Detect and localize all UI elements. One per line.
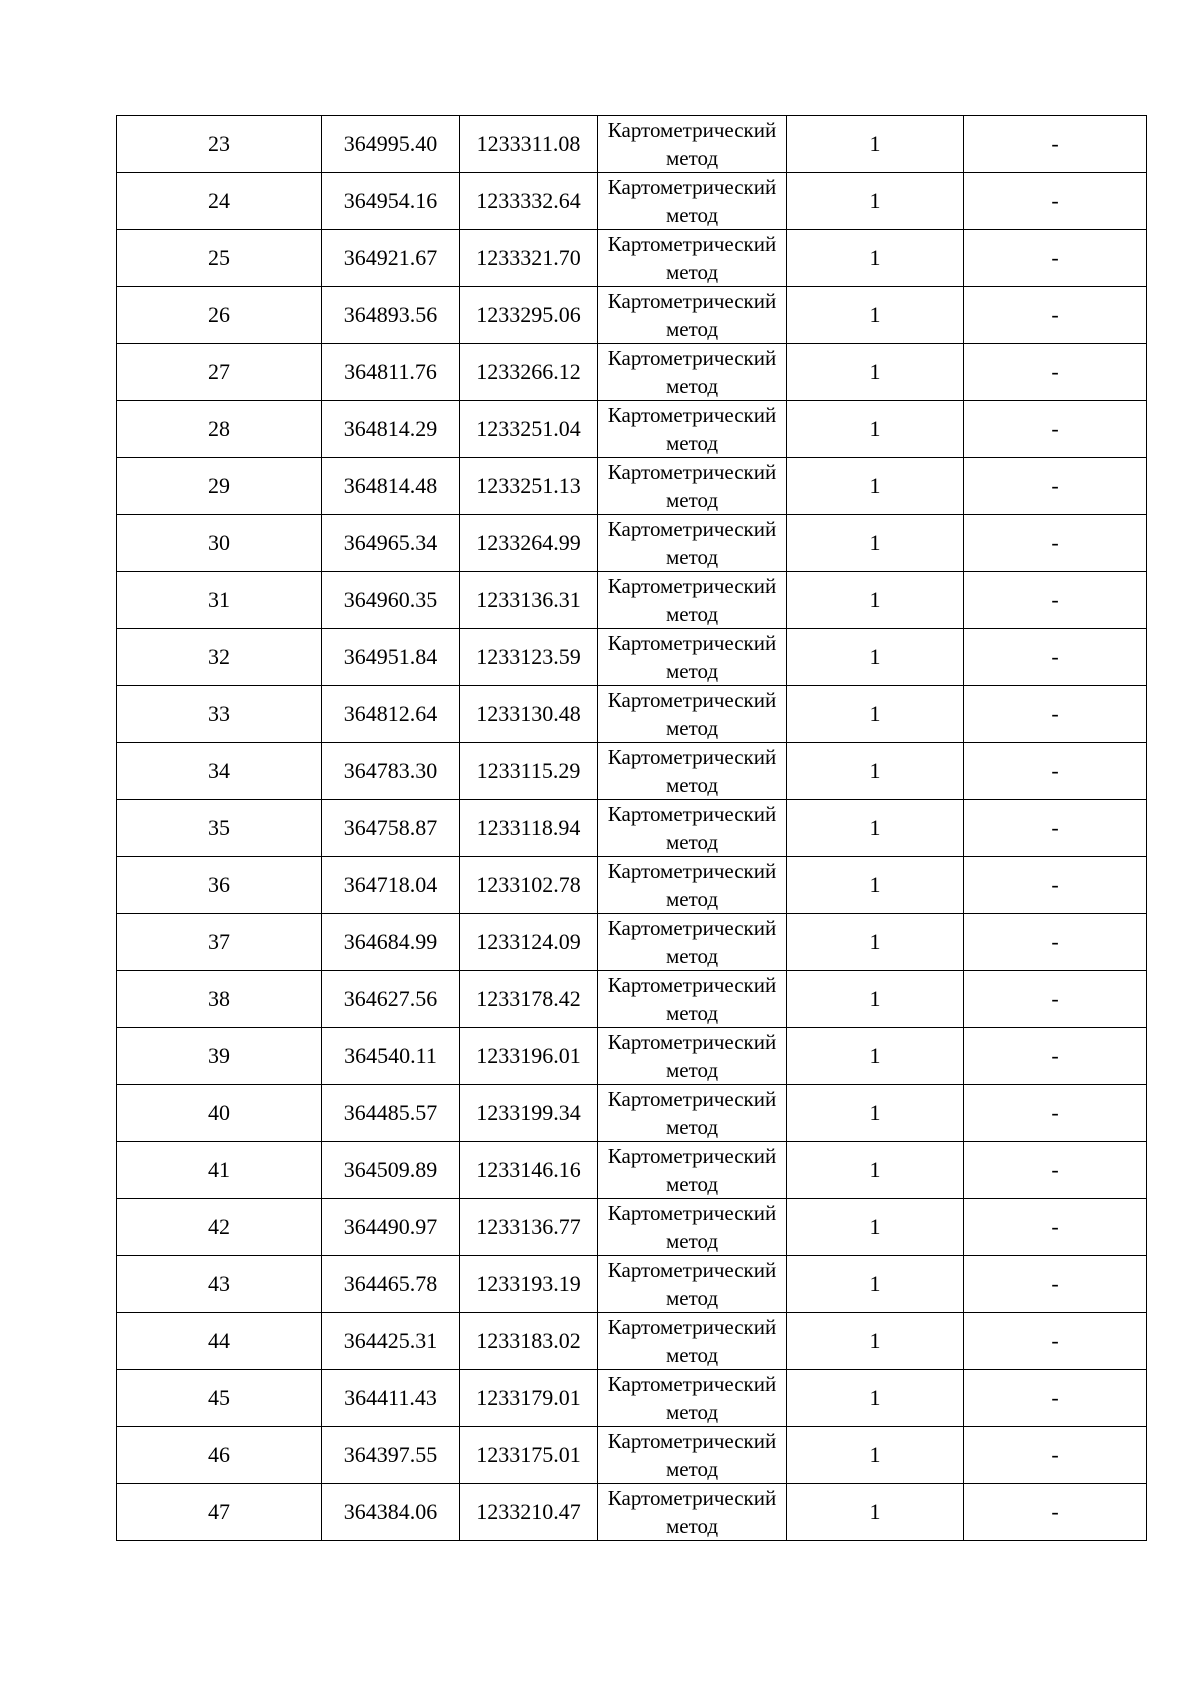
precision-cell: 1: [787, 1085, 964, 1142]
point-number-cell: 40: [117, 1085, 322, 1142]
x-coordinate-cell: 364758.87: [322, 800, 460, 857]
method-cell: Картометрический метод: [598, 743, 787, 800]
method-cell: Картометрический метод: [598, 800, 787, 857]
point-number-cell: 46: [117, 1427, 322, 1484]
y-coordinate-cell: 1233136.77: [460, 1199, 598, 1256]
y-coordinate-cell: 1233332.64: [460, 173, 598, 230]
note-cell: -: [964, 116, 1147, 173]
note-cell: -: [964, 572, 1147, 629]
y-coordinate-cell: 1233251.04: [460, 401, 598, 458]
method-cell: Картометрический метод: [598, 686, 787, 743]
point-number-cell: 39: [117, 1028, 322, 1085]
precision-cell: 1: [787, 230, 964, 287]
method-cell: Картометрический метод: [598, 401, 787, 458]
note-cell: -: [964, 1313, 1147, 1370]
note-cell: -: [964, 173, 1147, 230]
point-number-cell: 42: [117, 1199, 322, 1256]
y-coordinate-cell: 1233251.13: [460, 458, 598, 515]
table-row: [117, 287, 1147, 344]
method-cell: Картометрический метод: [598, 1427, 787, 1484]
table-row: [117, 230, 1147, 287]
precision-cell: 1: [787, 1313, 964, 1370]
point-number-cell: 47: [117, 1484, 322, 1541]
x-coordinate-cell: 364965.34: [322, 515, 460, 572]
point-number-cell: 43: [117, 1256, 322, 1313]
point-number-cell: 37: [117, 914, 322, 971]
table-row: [117, 1427, 1147, 1484]
precision-cell: 1: [787, 629, 964, 686]
precision-cell: 1: [787, 116, 964, 173]
table-row: [117, 743, 1147, 800]
table-row: [117, 1484, 1147, 1541]
point-number-cell: 36: [117, 857, 322, 914]
y-coordinate-cell: 1233130.48: [460, 686, 598, 743]
table-row: [117, 572, 1147, 629]
y-coordinate-cell: 1233199.34: [460, 1085, 598, 1142]
method-cell: Картометрический метод: [598, 914, 787, 971]
point-number-cell: 29: [117, 458, 322, 515]
precision-cell: 1: [787, 344, 964, 401]
precision-cell: 1: [787, 1199, 964, 1256]
table-row: [117, 1256, 1147, 1313]
y-coordinate-cell: 1233115.29: [460, 743, 598, 800]
x-coordinate-cell: 364384.06: [322, 1484, 460, 1541]
point-number-cell: 28: [117, 401, 322, 458]
point-number-cell: 44: [117, 1313, 322, 1370]
note-cell: -: [964, 914, 1147, 971]
precision-cell: 1: [787, 1484, 964, 1541]
precision-cell: 1: [787, 173, 964, 230]
table-row: [117, 1028, 1147, 1085]
x-coordinate-cell: 364814.29: [322, 401, 460, 458]
precision-cell: 1: [787, 686, 964, 743]
point-number-cell: 24: [117, 173, 322, 230]
method-cell: Картометрический метод: [598, 1256, 787, 1313]
table-row: [117, 344, 1147, 401]
precision-cell: 1: [787, 1028, 964, 1085]
point-number-cell: 26: [117, 287, 322, 344]
note-cell: -: [964, 401, 1147, 458]
table-row: [117, 629, 1147, 686]
point-number-cell: 32: [117, 629, 322, 686]
x-coordinate-cell: 364893.56: [322, 287, 460, 344]
precision-cell: 1: [787, 287, 964, 344]
point-number-cell: 41: [117, 1142, 322, 1199]
y-coordinate-cell: 1233183.02: [460, 1313, 598, 1370]
note-cell: -: [964, 971, 1147, 1028]
y-coordinate-cell: 1233193.19: [460, 1256, 598, 1313]
table-row: [117, 914, 1147, 971]
table-row: [117, 515, 1147, 572]
x-coordinate-cell: 364490.97: [322, 1199, 460, 1256]
point-number-cell: 33: [117, 686, 322, 743]
precision-cell: 1: [787, 572, 964, 629]
note-cell: -: [964, 230, 1147, 287]
precision-cell: 1: [787, 1256, 964, 1313]
x-coordinate-cell: 364814.48: [322, 458, 460, 515]
y-coordinate-cell: 1233264.99: [460, 515, 598, 572]
method-cell: Картометрический метод: [598, 515, 787, 572]
coordinates-table: [116, 115, 1147, 1541]
y-coordinate-cell: 1233179.01: [460, 1370, 598, 1427]
x-coordinate-cell: 364960.35: [322, 572, 460, 629]
point-number-cell: 34: [117, 743, 322, 800]
note-cell: -: [964, 515, 1147, 572]
note-cell: -: [964, 458, 1147, 515]
method-cell: Картометрический метод: [598, 1199, 787, 1256]
method-cell: Картометрический метод: [598, 1142, 787, 1199]
note-cell: -: [964, 1085, 1147, 1142]
method-cell: Картометрический метод: [598, 857, 787, 914]
precision-cell: 1: [787, 914, 964, 971]
precision-cell: 1: [787, 401, 964, 458]
x-coordinate-cell: 364485.57: [322, 1085, 460, 1142]
note-cell: -: [964, 1142, 1147, 1199]
method-cell: Картометрический метод: [598, 230, 787, 287]
y-coordinate-cell: 1233178.42: [460, 971, 598, 1028]
x-coordinate-cell: 364783.30: [322, 743, 460, 800]
note-cell: -: [964, 800, 1147, 857]
table-row: [117, 116, 1147, 173]
method-cell: Картометрический метод: [598, 458, 787, 515]
x-coordinate-cell: 364397.55: [322, 1427, 460, 1484]
point-number-cell: 45: [117, 1370, 322, 1427]
note-cell: -: [964, 1427, 1147, 1484]
note-cell: -: [964, 344, 1147, 401]
note-cell: -: [964, 1199, 1147, 1256]
x-coordinate-cell: 364627.56: [322, 971, 460, 1028]
method-cell: Картометрический метод: [598, 1313, 787, 1370]
x-coordinate-cell: 364812.64: [322, 686, 460, 743]
point-number-cell: 38: [117, 971, 322, 1028]
table-row: [117, 800, 1147, 857]
point-number-cell: 27: [117, 344, 322, 401]
note-cell: -: [964, 1370, 1147, 1427]
table-row: [117, 1199, 1147, 1256]
precision-cell: 1: [787, 515, 964, 572]
table-row: [117, 401, 1147, 458]
note-cell: -: [964, 743, 1147, 800]
precision-cell: 1: [787, 971, 964, 1028]
y-coordinate-cell: 1233102.78: [460, 857, 598, 914]
method-cell: Картометрический метод: [598, 344, 787, 401]
table-row: [117, 686, 1147, 743]
x-coordinate-cell: 364425.31: [322, 1313, 460, 1370]
point-number-cell: 31: [117, 572, 322, 629]
table-row: [117, 1085, 1147, 1142]
precision-cell: 1: [787, 1427, 964, 1484]
note-cell: -: [964, 1484, 1147, 1541]
method-cell: Картометрический метод: [598, 287, 787, 344]
x-coordinate-cell: 364921.67: [322, 230, 460, 287]
coordinates-table-body: [117, 116, 1147, 1541]
y-coordinate-cell: 1233196.01: [460, 1028, 598, 1085]
precision-cell: 1: [787, 1370, 964, 1427]
y-coordinate-cell: 1233136.31: [460, 572, 598, 629]
point-number-cell: 30: [117, 515, 322, 572]
y-coordinate-cell: 1233210.47: [460, 1484, 598, 1541]
method-cell: Картометрический метод: [598, 572, 787, 629]
point-number-cell: 25: [117, 230, 322, 287]
y-coordinate-cell: 1233124.09: [460, 914, 598, 971]
table-row: [117, 1142, 1147, 1199]
y-coordinate-cell: 1233146.16: [460, 1142, 598, 1199]
table-row: [117, 1370, 1147, 1427]
x-coordinate-cell: 364540.11: [322, 1028, 460, 1085]
method-cell: Картометрический метод: [598, 971, 787, 1028]
method-cell: Картометрический метод: [598, 1484, 787, 1541]
y-coordinate-cell: 1233175.01: [460, 1427, 598, 1484]
precision-cell: 1: [787, 800, 964, 857]
table-row: [117, 1313, 1147, 1370]
method-cell: Картометрический метод: [598, 1028, 787, 1085]
note-cell: -: [964, 1256, 1147, 1313]
table-row: [117, 458, 1147, 515]
x-coordinate-cell: 364951.84: [322, 629, 460, 686]
x-coordinate-cell: 364684.99: [322, 914, 460, 971]
x-coordinate-cell: 364954.16: [322, 173, 460, 230]
method-cell: Картометрический метод: [598, 629, 787, 686]
method-cell: Картометрический метод: [598, 1085, 787, 1142]
x-coordinate-cell: 364718.04: [322, 857, 460, 914]
x-coordinate-cell: 364465.78: [322, 1256, 460, 1313]
note-cell: -: [964, 1028, 1147, 1085]
y-coordinate-cell: 1233118.94: [460, 800, 598, 857]
y-coordinate-cell: 1233123.59: [460, 629, 598, 686]
x-coordinate-cell: 364811.76: [322, 344, 460, 401]
point-number-cell: 23: [117, 116, 322, 173]
note-cell: -: [964, 287, 1147, 344]
x-coordinate-cell: 364995.40: [322, 116, 460, 173]
precision-cell: 1: [787, 1142, 964, 1199]
note-cell: -: [964, 857, 1147, 914]
precision-cell: 1: [787, 743, 964, 800]
method-cell: Картометрический метод: [598, 1370, 787, 1427]
method-cell: Картометрический метод: [598, 116, 787, 173]
precision-cell: 1: [787, 458, 964, 515]
precision-cell: 1: [787, 857, 964, 914]
table-row: [117, 857, 1147, 914]
table-row: [117, 971, 1147, 1028]
method-cell: Картометрический метод: [598, 173, 787, 230]
y-coordinate-cell: 1233295.06: [460, 287, 598, 344]
table-row: [117, 173, 1147, 230]
x-coordinate-cell: 364509.89: [322, 1142, 460, 1199]
note-cell: -: [964, 686, 1147, 743]
point-number-cell: 35: [117, 800, 322, 857]
note-cell: -: [964, 629, 1147, 686]
y-coordinate-cell: 1233321.70: [460, 230, 598, 287]
y-coordinate-cell: 1233266.12: [460, 344, 598, 401]
y-coordinate-cell: 1233311.08: [460, 116, 598, 173]
x-coordinate-cell: 364411.43: [322, 1370, 460, 1427]
